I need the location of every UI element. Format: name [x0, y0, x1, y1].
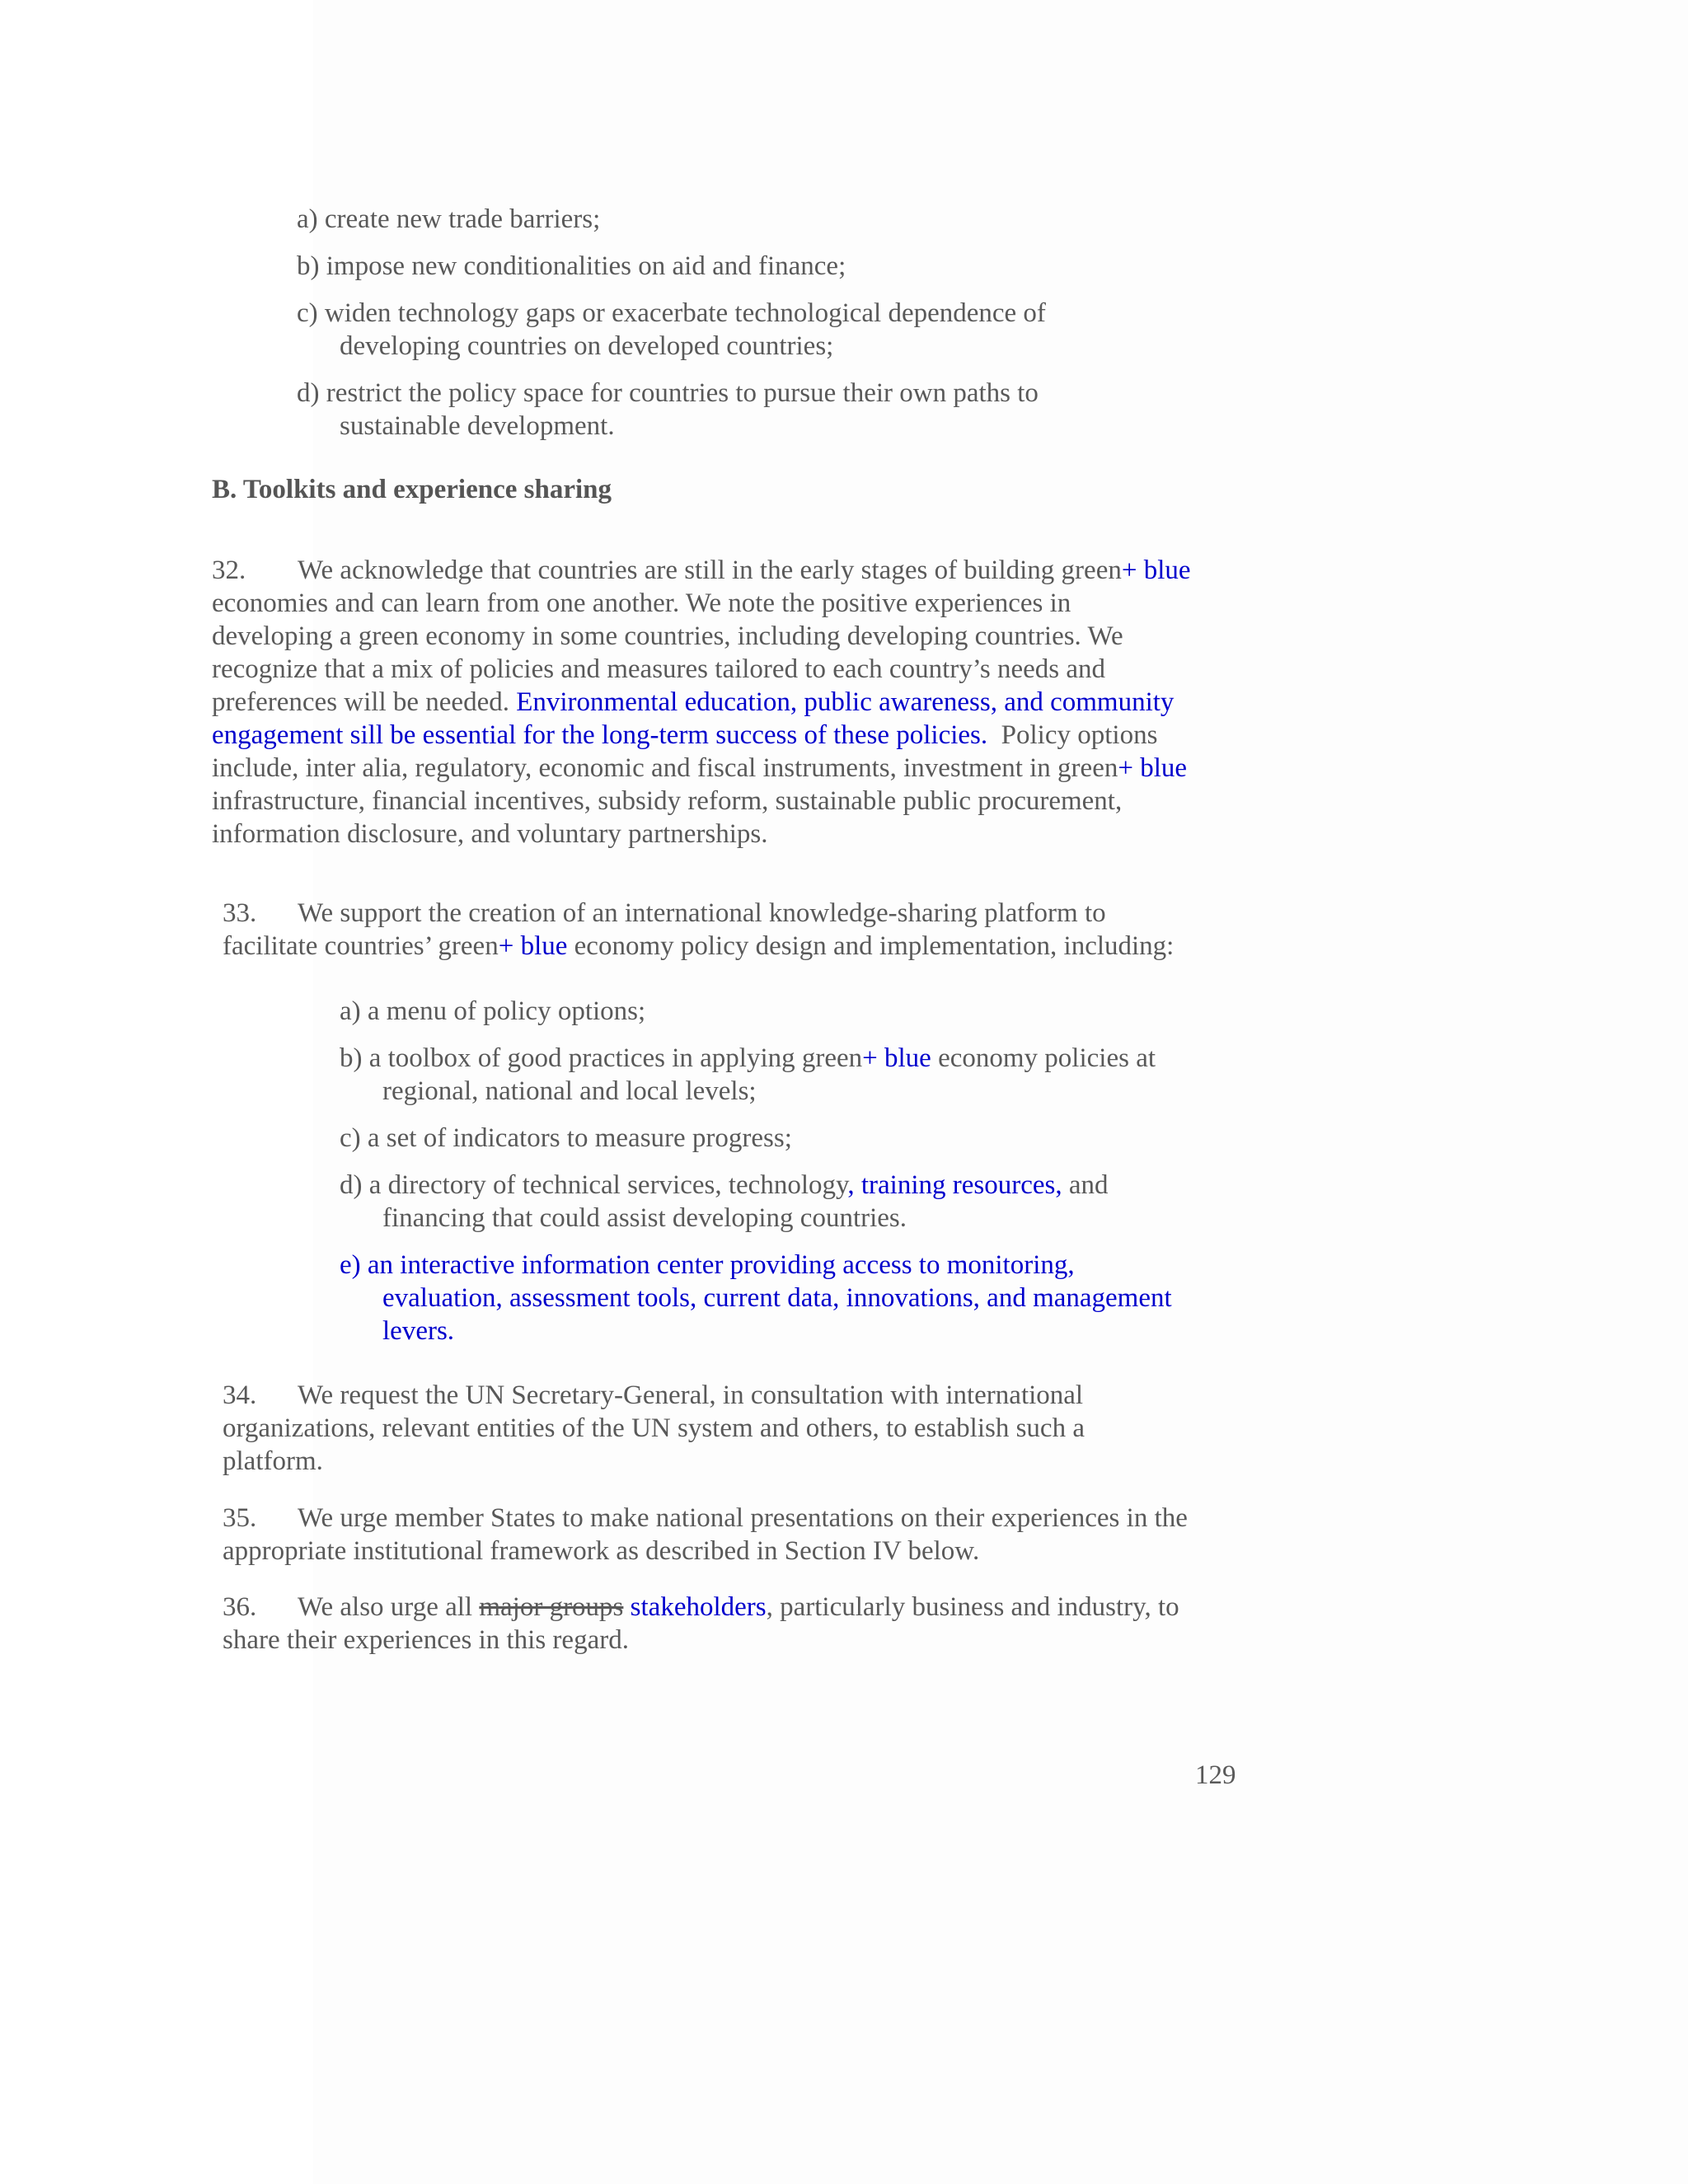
para32-insertion: + blue: [1121, 555, 1191, 585]
list-b-item-e-line1: e) an interactive information center providing access to monitoring,: [340, 1250, 1075, 1280]
para35-text: We urge member States to make national presentations on their experiences in the: [298, 1503, 1188, 1533]
list-b-item-a: a) a menu of policy options;: [340, 996, 646, 1026]
list-b-item-d-line1: [340, 1169, 1109, 1202]
para32-line5: [212, 686, 1174, 719]
list-b-text: b) a toolbox of good practices in applying green: [340, 1043, 863, 1073]
para33-text: We support the creation of an international knowledge-sharing platform to: [298, 898, 1106, 928]
para32-line6: [212, 719, 1157, 752]
list-b-item-e-line3: levers.: [382, 1316, 455, 1346]
para34-line3: platform.: [223, 1446, 323, 1476]
list-a-item-b: b) impose new conditionalities on aid and finance;: [297, 251, 846, 281]
para35-line2: appropriate institutional framework as described in Section IV below.: [223, 1536, 980, 1566]
para32-insertion: + blue: [1118, 753, 1188, 783]
page-number: 129: [1195, 1760, 1236, 1790]
para36-deletion: major groups: [479, 1592, 624, 1622]
para33-line2: [223, 930, 1174, 963]
para33-line1: [223, 897, 1106, 930]
para32-line2: economies and can learn from one another. We note the positive experiences in: [212, 588, 1071, 618]
para32-text: include, inter alia, regulatory, economic and fiscal instruments, investment in green: [212, 753, 1118, 783]
list-b-item-d-line2: financing that could assist developing countries.: [382, 1203, 907, 1233]
para32-line4: recognize that a mix of policies and measures tailored to each country’s needs and: [212, 654, 1106, 684]
para32-line9: information disclosure, and voluntary partnerships.: [212, 819, 768, 849]
para33-insertion: + blue: [498, 931, 568, 961]
list-b-item-c: c) a set of indicators to measure progress;: [340, 1123, 792, 1153]
section-heading: B. Toolkits and experience sharing: [212, 475, 612, 504]
para32-insertion: engagement sill be essential for the long-term success of these policies.: [212, 720, 988, 750]
para34-number: 34.: [223, 1380, 257, 1410]
para33-number: 33.: [223, 898, 257, 928]
para32-number: 32.: [212, 555, 246, 585]
para34-line1: [223, 1379, 1083, 1412]
list-b-item-b-line1: [340, 1042, 1156, 1075]
para32-line7: [212, 752, 1187, 785]
para32-line1: [212, 554, 1191, 587]
list-b-insertion: + blue: [862, 1043, 931, 1073]
list-a-item-c-line2: developing countries on developed countries;: [340, 331, 834, 361]
list-a-item-c-line1: c) widen technology gaps or exacerbate technological dependence of: [297, 298, 1046, 328]
para36-text: , particularly business and industry, to: [766, 1592, 1179, 1622]
para36-insertion: stakeholders: [623, 1592, 767, 1622]
list-b-item-b-line2: regional, national and local levels;: [382, 1076, 757, 1106]
para36-line1: [223, 1591, 1179, 1624]
para36-line2: share their experiences in this regard.: [223, 1625, 629, 1655]
list-a-item-a: a) create new trade barriers;: [297, 204, 601, 234]
list-b-text: economy policies at: [931, 1043, 1156, 1073]
para33-text: facilitate countries’ green: [223, 931, 499, 961]
list-b-text: and: [1062, 1170, 1109, 1200]
para35-number: 35.: [223, 1503, 257, 1533]
list-a-item-d-line2: sustainable development.: [340, 411, 615, 441]
para32-insertion: Environmental education, public awareness, and community: [516, 687, 1175, 717]
para34-line2: organizations, relevant entities of the UN system and others, to establish such a: [223, 1413, 1085, 1443]
para32-text: We acknowledge that countries are still in the early stages of building green: [298, 555, 1122, 585]
list-a-item-d-line1: d) restrict the policy space for countries to pursue their own paths to: [297, 378, 1039, 408]
para34-text: We request the UN Secretary-General, in consultation with international: [298, 1380, 1084, 1410]
para36-text: We also urge all: [298, 1592, 480, 1622]
para32-text: preferences will be needed.: [212, 687, 517, 717]
para32-line8: infrastructure, financial incentives, subsidy reform, sustainable public procurement,: [212, 786, 1123, 816]
para36-number: 36.: [223, 1592, 257, 1622]
list-b-insertion: , training resources,: [847, 1170, 1062, 1200]
para32-line3: developing a green economy in some countries, including developing countries. We: [212, 621, 1123, 651]
para33-text: economy policy design and implementation, including:: [567, 931, 1175, 961]
list-b-item-e-line2: evaluation, assessment tools, current data, innovations, and management: [382, 1283, 1172, 1313]
para35-line1: [223, 1502, 1188, 1535]
list-b-text: d) a directory of technical services, technology: [340, 1170, 848, 1200]
para32-text: Policy options: [987, 720, 1158, 750]
